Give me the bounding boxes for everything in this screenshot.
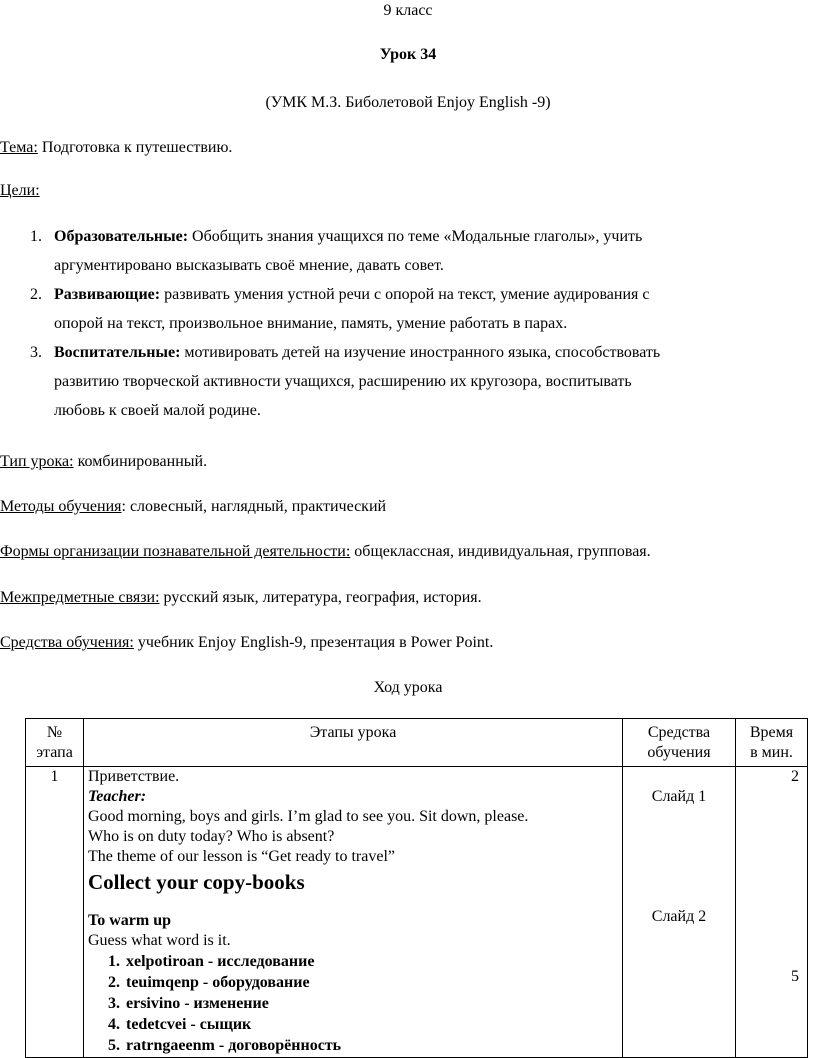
stage-content-cell bbox=[84, 767, 623, 1058]
header-means bbox=[623, 719, 736, 767]
header-step-number-line2: этапа bbox=[36, 744, 73, 761]
header-stages: Этапы урока bbox=[84, 719, 623, 767]
teacher-line: The theme of our lesson is “Get ready to travel” bbox=[88, 848, 395, 865]
anagram-list bbox=[88, 951, 618, 1056]
warm-up-heading: To warm up bbox=[88, 912, 171, 929]
goal-text: мотивировать детей на изучение иностранного языка, способствовать bbox=[180, 344, 661, 361]
list-item: 3. ersivino - изменение bbox=[124, 993, 618, 1014]
lesson-type-line bbox=[0, 453, 207, 471]
teaching-means-line bbox=[0, 634, 493, 652]
table-header-row bbox=[26, 719, 808, 767]
slide-2-label: Слайд 2 bbox=[651, 908, 707, 925]
step-number-cell: 1 bbox=[26, 767, 84, 1058]
goal-text: Обобщить знания учащихся по теме «Модальные глаголы», учить bbox=[188, 228, 643, 245]
goal-text: аргументировано высказывать своё мнение, давать совет. bbox=[54, 257, 444, 274]
forms-value: общеклассная, индивидуальная, групповая. bbox=[350, 543, 651, 560]
goal-item-upbringing bbox=[0, 338, 790, 425]
goal-title: Воспитательные: bbox=[54, 344, 181, 361]
lesson-number: Урок 34 bbox=[379, 46, 437, 63]
header-means-line2: обучения bbox=[647, 744, 711, 761]
slide-1-label: Слайд 1 bbox=[651, 788, 707, 805]
goal-item-educational bbox=[0, 222, 790, 280]
teacher-line: Good morning, boys and girls. I’m glad to see you. Sit down, please. bbox=[88, 808, 529, 825]
grade-line: 9 класс bbox=[383, 2, 433, 19]
teaching-means-value: учебник Enjoy English-9, презентация в Power Point. bbox=[133, 634, 494, 651]
lesson-type-value: комбинированный. bbox=[73, 453, 208, 470]
goal-text: любовь к своей малой родине. bbox=[54, 402, 261, 419]
teaching-means-label: Средства обучения: bbox=[0, 634, 134, 651]
greeting-text: Приветствие. bbox=[88, 768, 180, 785]
interdisciplinary-label: Межпредметные связи: bbox=[0, 589, 160, 606]
means-cell bbox=[623, 767, 736, 1058]
time-warmup: 5 bbox=[791, 968, 799, 985]
interdisciplinary-line bbox=[0, 589, 482, 607]
methods-line bbox=[0, 498, 386, 516]
topic-value: Подготовка к путешествию. bbox=[37, 139, 233, 156]
goal-text: развитию творческой активности учащихся, расширению их кругозора, воспитывать bbox=[54, 373, 632, 390]
teacher-line: Who is on duty today? Who is absent? bbox=[88, 828, 335, 845]
collect-copybooks-heading: Collect your copy-books bbox=[88, 870, 305, 894]
header-means-line1: Средства bbox=[647, 724, 711, 741]
goals-label: Цели: bbox=[0, 182, 40, 199]
interdisciplinary-value: русский язык, литература, география, история. bbox=[159, 589, 482, 606]
list-item: 2. teuimqenp - оборудование bbox=[124, 972, 618, 993]
methods-label: Методы обучения bbox=[0, 498, 122, 515]
goal-number: 3. bbox=[30, 344, 42, 361]
goal-text: опорой на текст, произвольное внимание, память, умение работать в парах. bbox=[54, 315, 568, 332]
goal-title: Развивающие: bbox=[54, 286, 161, 303]
lesson-steps-table bbox=[25, 718, 808, 1058]
goals-list bbox=[0, 222, 790, 425]
topic-line bbox=[0, 139, 232, 157]
goal-text: развивать умения устной речи с опорой на текст, умение аудирования с bbox=[160, 286, 650, 303]
lesson-type-label: Тип урока: bbox=[0, 453, 74, 470]
header-time-line2: в мин. bbox=[750, 744, 793, 761]
list-item: 5. ratrngaeenm - договорённость bbox=[124, 1035, 618, 1056]
time-cell bbox=[736, 767, 808, 1058]
topic-label: Тема: bbox=[0, 139, 38, 156]
goal-number: 1. bbox=[30, 228, 42, 245]
guess-instruction: Guess what word is it. bbox=[88, 932, 231, 949]
course-title: Ход урока bbox=[373, 679, 443, 696]
header-step-number bbox=[26, 719, 84, 767]
forms-line bbox=[0, 543, 651, 561]
header-time bbox=[736, 719, 808, 767]
time-greeting: 2 bbox=[791, 768, 799, 785]
list-item: 4. tedetcvei - сыщик bbox=[124, 1014, 618, 1035]
header-time-line1: Время bbox=[749, 724, 794, 741]
textbook-line: (УМК М.З. Биболетовой Enjoy English -9) bbox=[265, 94, 551, 111]
teacher-label: Teacher: bbox=[88, 788, 147, 805]
forms-label: Формы организации познавательной деятельности: bbox=[0, 543, 351, 560]
goal-title: Образовательные: bbox=[54, 228, 189, 245]
goal-item-developing bbox=[0, 280, 790, 338]
table-row bbox=[26, 767, 808, 1058]
goal-number: 2. bbox=[30, 286, 42, 303]
methods-value: : словесный, наглядный, практический bbox=[121, 498, 387, 515]
header-step-number-line1: № bbox=[46, 724, 63, 741]
list-item: 1. xelpotiroan - исследование bbox=[124, 951, 618, 972]
